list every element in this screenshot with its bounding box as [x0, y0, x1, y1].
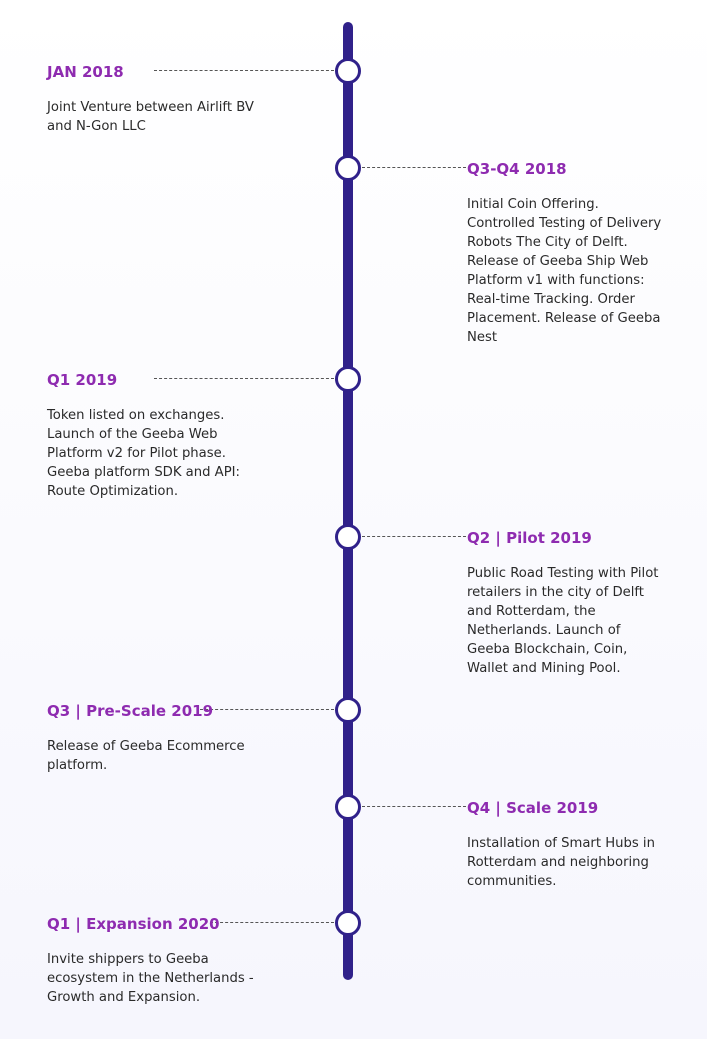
- timeline-connector: [362, 536, 466, 537]
- timeline-node: [335, 910, 361, 936]
- timeline-entry: [467, 528, 667, 678]
- timeline-node: [335, 697, 361, 723]
- timeline-entry: [467, 798, 667, 891]
- milestone-description: Initial Coin Offering. Controlled Testing of Delivery Robots The City of Delft. Release of Geeba Ship Web Platform v1 with functions: Real-time Tracking. Order Placement. Release of Geeba Nest: [467, 197, 662, 345]
- timeline-entry: [47, 62, 257, 136]
- timeline-connector: [362, 167, 466, 168]
- milestone-description: Public Road Testing with Pilot retailers in the city of Delft and Rotterdam, the Netherlands. Launch of Geeba Blockchain, Coin, Wallet and Mining Pool.: [467, 566, 659, 676]
- timeline-entry: [467, 159, 667, 347]
- milestone-title: Q3 | Pre-Scale 2019: [47, 702, 214, 720]
- timeline-node: [335, 155, 361, 181]
- timeline-connector: [362, 806, 466, 807]
- milestone-title: Q2 | Pilot 2019: [467, 529, 592, 547]
- milestone-title: Q3-Q4 2018: [467, 160, 567, 178]
- timeline-node: [335, 58, 361, 84]
- timeline-entry: [47, 701, 257, 775]
- timeline-node: [335, 366, 361, 392]
- timeline-node: [335, 524, 361, 550]
- milestone-description: Joint Venture between Airlift BV and N-Gon LLC: [47, 100, 254, 134]
- milestone-description: Release of Geeba Ecommerce platform.: [47, 739, 245, 773]
- milestone-description: Installation of Smart Hubs in Rotterdam and neighboring communities.: [467, 836, 655, 889]
- milestone-title: Q1 2019: [47, 371, 118, 389]
- milestone-description: Token listed on exchanges. Launch of the Geeba Web Platform v2 for Pilot phase. Geeba platform SDK and API: Route Optimization.: [47, 408, 240, 499]
- milestone-title: Q1 | Expansion 2020: [47, 915, 220, 933]
- timeline-entry: [47, 914, 257, 1007]
- timeline-node: [335, 794, 361, 820]
- milestone-title: Q4 | Scale 2019: [467, 799, 599, 817]
- milestone-title: JAN 2018: [47, 63, 124, 81]
- timeline-entry: [47, 370, 257, 501]
- milestone-description: Invite shippers to Geeba ecosystem in the Netherlands - Growth and Expansion.: [47, 952, 254, 1005]
